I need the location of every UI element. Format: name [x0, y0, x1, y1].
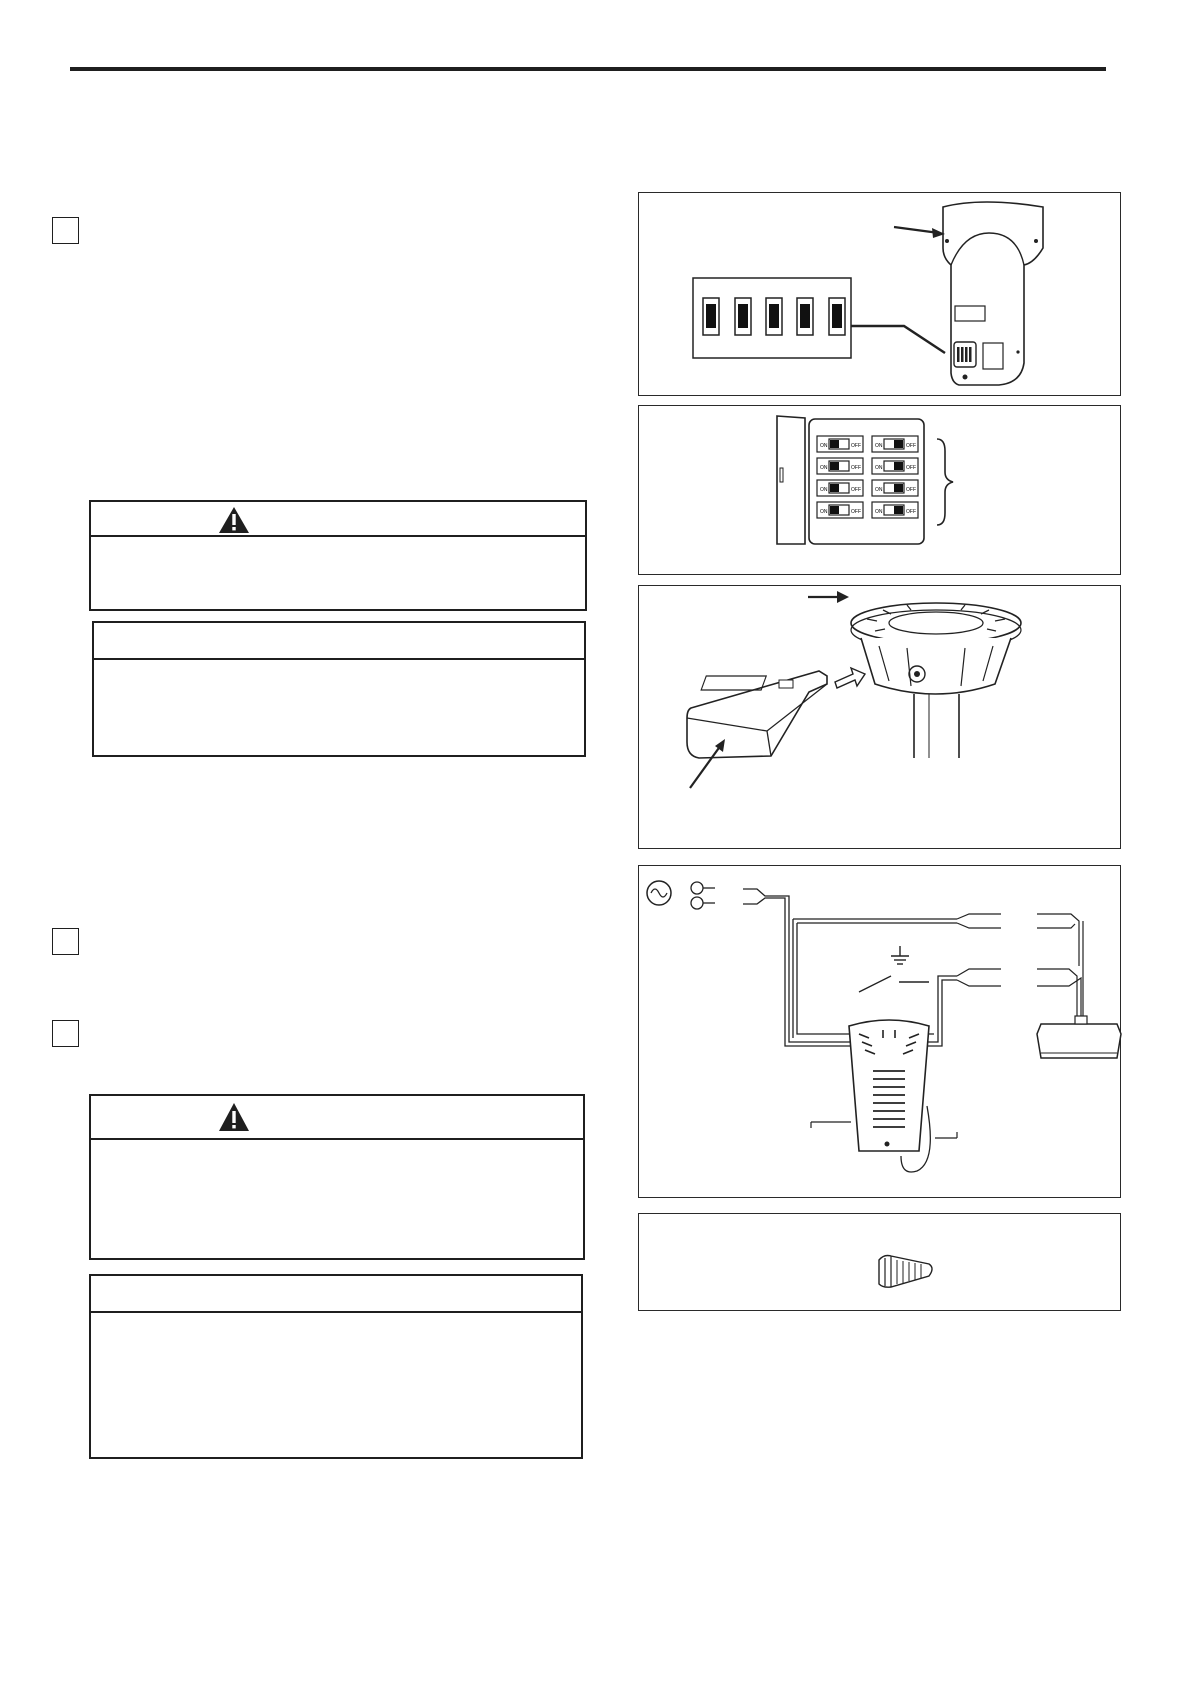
wire-nut-figure	[638, 1213, 1121, 1311]
breaker-label-off: OFF	[906, 443, 916, 449]
breaker-switch	[817, 436, 863, 452]
breaker-label-off: OFF	[906, 509, 916, 515]
breaker-label-on: ON	[875, 465, 883, 471]
breaker-label-on: ON	[875, 443, 883, 449]
receiver-install-figure	[638, 585, 1121, 849]
ground-icon	[891, 946, 909, 964]
breaker-label-off: OFF	[906, 465, 916, 471]
caution-box-1-header	[94, 623, 584, 660]
wire-nut-icon	[879, 1256, 932, 1288]
warning-box-2	[89, 1094, 585, 1260]
header-rule	[70, 67, 1106, 71]
breaker-label-on: ON	[820, 465, 828, 471]
breaker-label-off: OFF	[851, 465, 861, 471]
breaker-panel-figure	[638, 405, 1121, 575]
wiring-diagram-figure	[638, 865, 1121, 1198]
breaker-switch	[872, 502, 918, 518]
breaker-switch	[872, 480, 918, 496]
step-checkbox-1[interactable]	[52, 217, 79, 244]
warning-box-1-header	[91, 502, 585, 537]
warning-box-1	[89, 500, 587, 611]
dip-switch-figure	[638, 192, 1121, 396]
breaker-label-on: ON	[875, 509, 883, 515]
step-checkbox-3[interactable]	[52, 1020, 79, 1047]
breaker-label-on: ON	[820, 487, 828, 493]
breaker-switch	[872, 436, 918, 452]
breaker-label-off: OFF	[906, 487, 916, 493]
breaker-switch	[817, 458, 863, 474]
warning-triangle-icon	[218, 1102, 250, 1132]
warning-box-2-header	[91, 1096, 583, 1140]
breaker-switch	[872, 458, 918, 474]
step-checkbox-2[interactable]	[52, 928, 79, 955]
warning-triangle-icon	[218, 506, 250, 534]
breaker-label-off: OFF	[851, 487, 861, 493]
breaker-label-off: OFF	[851, 443, 861, 449]
caution-box-2-header	[91, 1276, 581, 1313]
breaker-label-off: OFF	[851, 509, 861, 515]
breaker-label-on: ON	[820, 443, 828, 449]
breaker-switch	[817, 502, 863, 518]
breaker-label-on: ON	[820, 509, 828, 515]
caution-box-2	[89, 1274, 583, 1459]
caution-box-1	[92, 621, 586, 757]
breaker-switch	[817, 480, 863, 496]
breaker-label-on: ON	[875, 487, 883, 493]
